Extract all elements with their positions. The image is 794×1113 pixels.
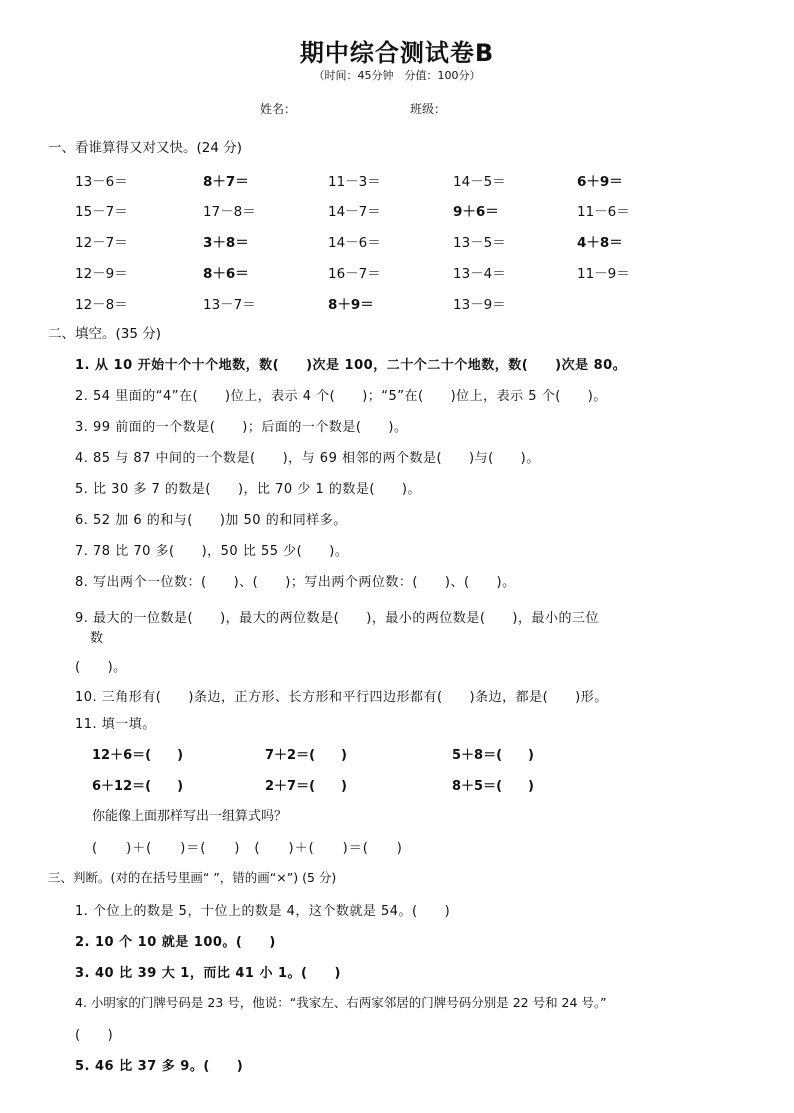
calc-item: 12－8＝ <box>75 297 128 313</box>
question-11: 11. 填一填。 <box>75 717 156 732</box>
calc-item: 13－7＝ <box>203 297 256 313</box>
fill-item: 7＋2＝( ) <box>265 748 347 763</box>
fill-item: 12＋6＝( ) <box>92 748 184 763</box>
page-title: 期中综合测试卷B <box>299 39 495 67</box>
judge-4-line1: 4. 小明家的门牌号码是 23 号，他说：“我家左、右两家邻居的门牌号码分别是 22 号和 24 号。” <box>75 995 607 1010</box>
time-score-info: （时间：45分钟 分值：100分） <box>313 69 481 82</box>
calc-item: 14－7＝ <box>328 204 381 220</box>
question-11-blank: ( )＋( )＝( ) ( )＋( )＝( ) <box>92 841 403 856</box>
calc-item: 6＋9＝ <box>577 174 623 190</box>
calc-item: 3＋8＝ <box>203 235 249 251</box>
calc-item: 17－8＝ <box>203 204 256 220</box>
question-9-line3: ( )。 <box>75 660 127 675</box>
calc-item: 14－6＝ <box>328 235 381 251</box>
fill-item: 6＋12＝( ) <box>92 779 184 794</box>
calc-item: 11－3＝ <box>328 174 381 190</box>
question-11-prompt: 你能像上面那样写出一组算式吗？ <box>92 809 288 824</box>
calc-item: 16－7＝ <box>328 266 381 282</box>
question-7: 7. 78 比 70 多( )，50 比 55 少( )。 <box>75 544 349 559</box>
calc-item: 12－9＝ <box>75 266 128 282</box>
section3-heading: 三、判断。(对的在括号里画“ ”，错的画“×”) (5 分) <box>48 870 337 885</box>
fill-item: 2＋7＝( ) <box>265 779 347 794</box>
question-2: 2. 54 里面的“4”在( )位上，表示 4 个( )；“5”在( )位上，表示 5 个( )。 <box>75 389 607 404</box>
judge-4-line2: ( ) <box>75 1028 114 1043</box>
fill-item: 5＋8＝( ) <box>452 748 534 763</box>
judge-2: 2. 10 个 10 就是 100。( ) <box>75 935 276 950</box>
section1-heading: 一、看谁算得又对又快。(24 分) <box>48 140 243 156</box>
section2-heading: 二、填空。(35 分) <box>48 326 162 342</box>
calc-item: 11－9＝ <box>577 266 630 282</box>
question-6: 6. 52 加 6 的和与( )加 50 的和同样多。 <box>75 513 347 528</box>
judge-1: 1. 个位上的数是 5，十位上的数是 4，这个数就是 54。( ) <box>75 904 451 919</box>
calc-item: 8＋9＝ <box>328 297 374 313</box>
question-5: 5. 比 30 多 7 的数是( )，比 70 少 1 的数是( )。 <box>75 482 422 497</box>
calc-item: 12－7＝ <box>75 235 128 251</box>
question-1: 1. 从 10 开始十个十个地数，数( )次是 100，二十个二十个地数，数( )次是 80。 <box>75 358 627 373</box>
question-8: 8. 写出两个一位数：( )、( )；写出两个两位数：( )、( )。 <box>75 575 516 590</box>
calc-item: 8＋7＝ <box>203 174 249 190</box>
calc-item: 14－5＝ <box>453 174 506 190</box>
calc-item: 13－5＝ <box>453 235 506 251</box>
judge-5: 5. 46 比 37 多 9。( ) <box>75 1059 244 1074</box>
judge-3: 3. 40 比 39 大 1，而比 41 小 1。( ) <box>75 966 341 981</box>
calc-item: 9＋6＝ <box>453 204 499 220</box>
fill-item: 8＋5＝( ) <box>452 779 534 794</box>
class-label: 班级： <box>410 102 447 116</box>
calc-item: 8＋6＝ <box>203 266 249 282</box>
calc-item: 4＋8＝ <box>577 235 623 251</box>
question-9-line2: 数 <box>90 631 104 646</box>
calc-item: 13－4＝ <box>453 266 506 282</box>
calc-item: 13－6＝ <box>75 174 128 190</box>
calc-item: 13－9＝ <box>453 297 506 313</box>
calc-item: 15－7＝ <box>75 204 128 220</box>
name-label: 姓名： <box>260 102 297 116</box>
question-9-line1: 9. 最大的一位数是( )，最大的两位数是( )，最小的两位数是( )，最小的三位 <box>75 611 599 626</box>
calc-item: 11－6＝ <box>577 204 630 220</box>
question-3: 3. 99 前面的一个数是( )；后面的一个数是( )。 <box>75 420 408 435</box>
question-4: 4. 85 与 87 中间的一个数是( )，与 69 相邻的两个数是( )与( )。 <box>75 451 540 466</box>
question-10: 10. 三角形有( )条边，正方形、长方形和平行四边形都有( )条边，都是( )形。 <box>75 690 608 705</box>
